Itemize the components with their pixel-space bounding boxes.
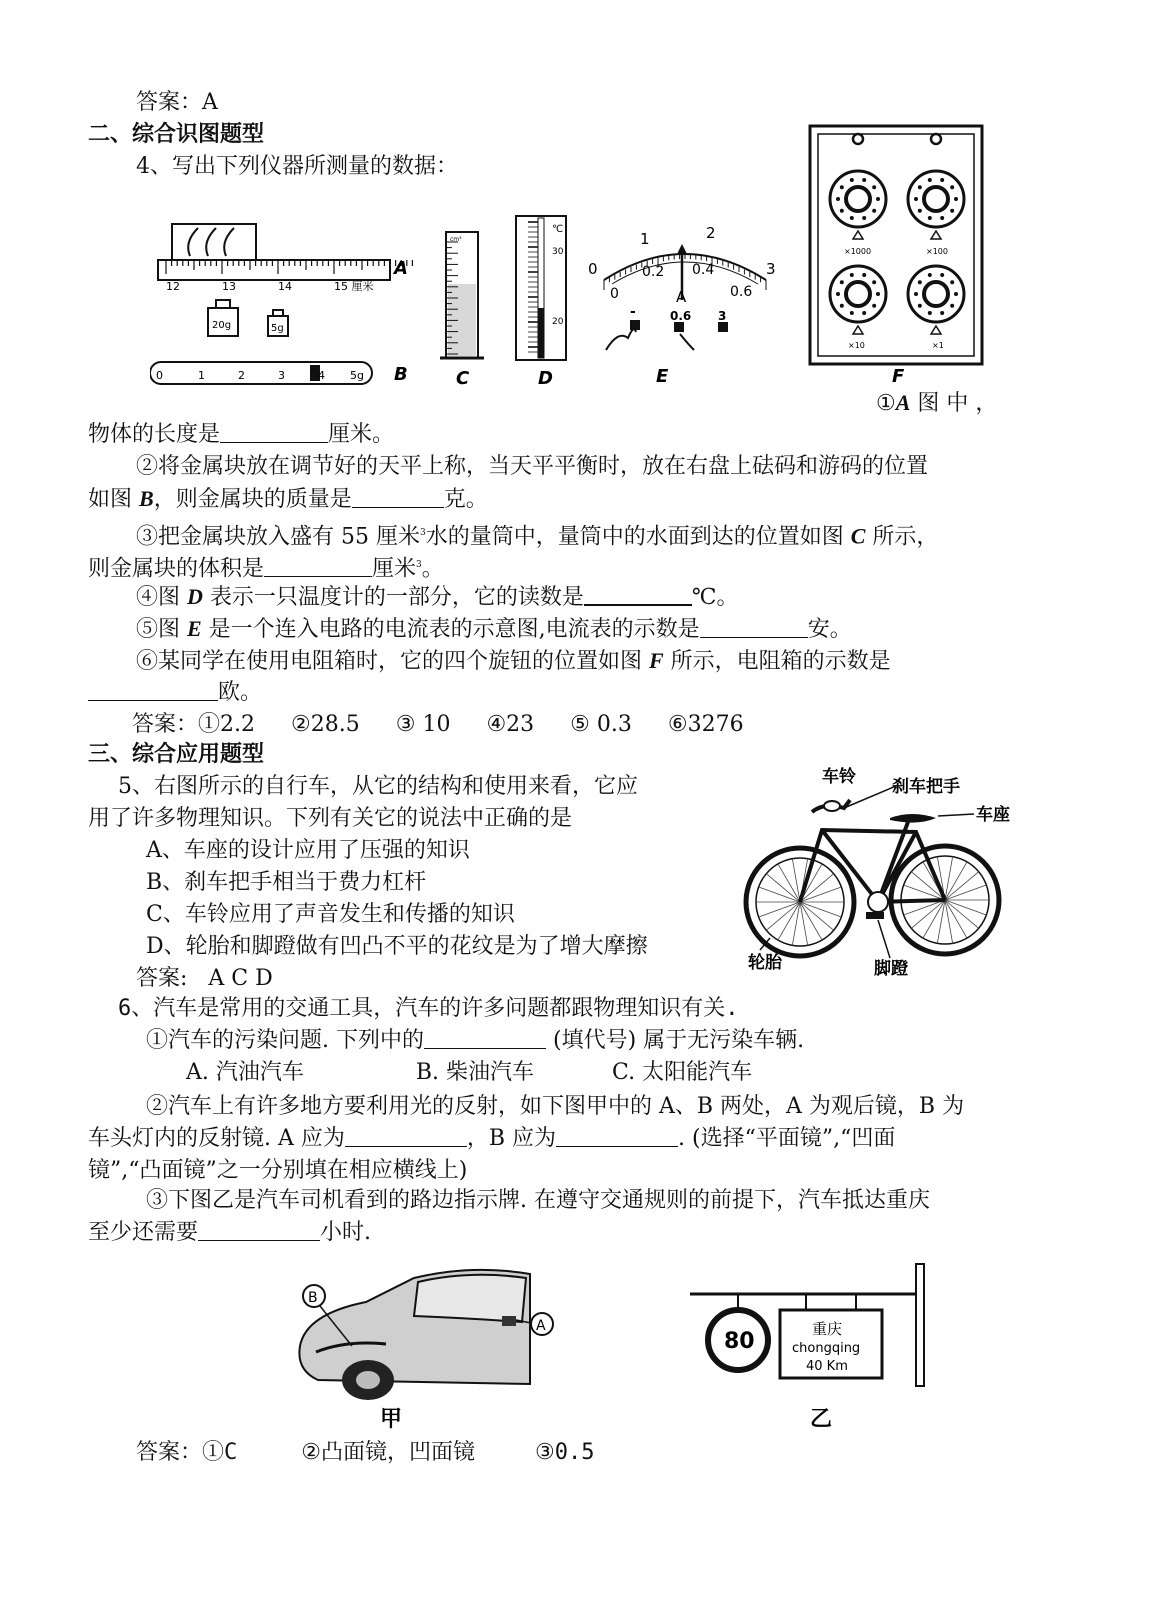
knob-digit-dot	[954, 292, 958, 296]
speed-limit-value: 80	[724, 1329, 755, 1354]
knob-digit-dot	[940, 311, 944, 315]
thermo-tick-30: 30	[552, 247, 564, 257]
item2-fig-ref: B	[139, 486, 154, 511]
figure-ammeter	[584, 218, 784, 388]
item6-blank[interactable]	[88, 678, 218, 701]
item2-post: ，则金属块的质量是	[153, 487, 352, 512]
item1-text: 物体的长度是	[88, 422, 221, 447]
amm-top-0: 0	[588, 260, 598, 278]
amm-top-3: 3	[766, 260, 776, 278]
wheel-spoke	[945, 900, 986, 915]
item2-unit: 克。	[443, 487, 488, 512]
knob-digit-dot	[940, 216, 944, 220]
beam-tick-1: 1	[198, 369, 205, 382]
label-tire: 轮胎	[748, 953, 782, 973]
q6-s2-blank-a[interactable]	[345, 1124, 467, 1147]
wheel-spoke	[759, 887, 800, 902]
marker-b-label: B	[308, 1290, 318, 1306]
knob-digit-dot	[872, 209, 876, 213]
beam-tick-3: 3	[278, 369, 285, 382]
item5-line	[136, 614, 852, 645]
q6-s2-line1: ②汽车上有许多地方要利用光的反射，如下图甲中的 A、B 两处，A 为观后镜，B 为	[146, 1094, 965, 1119]
item3-text: 则金属块的体积是	[88, 556, 265, 582]
item6-pre: ⑥某同学在使用电阻箱时，它的四个旋钮的位置如图	[136, 649, 649, 674]
thermo-unit: ℃	[552, 224, 564, 235]
item4-unit: ℃。	[691, 585, 739, 610]
item4-blank[interactable]	[584, 582, 692, 606]
item3-line2	[88, 550, 444, 584]
q6-answer-1: 答案：①C	[136, 1440, 238, 1465]
knob-center	[846, 282, 870, 306]
ruler-tick-13: 13	[222, 280, 236, 293]
q6-s3-line1: ③下图乙是汽车司机看到的路边指示牌. 在遵守交通规则的前提下，汽车抵达重庆	[146, 1188, 930, 1213]
q4-answer-5: ⑤ 0.3	[570, 712, 632, 737]
knob-digit-dot	[918, 280, 922, 284]
item3-mid: 水的量筒中，量筒中的水面到达的位置如图	[425, 524, 851, 550]
car-caption: 甲	[380, 1407, 403, 1432]
item4-fig-ref: D	[187, 584, 203, 609]
knob-digit-dot	[940, 273, 944, 277]
item1-fig-ref: A	[895, 390, 911, 415]
item5-post: 是一个连入电路的电流表的示意图,电流表的示数是	[201, 617, 700, 642]
item2-pre: 如图	[88, 487, 139, 512]
fig-label-f: F	[892, 366, 905, 386]
knob-digit-dot	[950, 209, 954, 213]
knob-digit-dot	[840, 304, 844, 308]
item5-fig-ref: E	[187, 616, 202, 641]
item3-sup: 3	[419, 528, 426, 538]
item1-lead-text: 图 中 ，	[910, 391, 998, 416]
knob-digit-dot	[872, 304, 876, 308]
item3-post: 所示，	[865, 524, 939, 550]
amm-bot-3: 0.6	[730, 284, 753, 300]
fig-label-a: A	[394, 258, 408, 279]
sign-pole	[916, 1264, 924, 1386]
knob-digit-dot	[850, 311, 854, 315]
q6-answer-2: ②凸面镜，凹面镜	[301, 1440, 475, 1465]
knob-digit-dot	[840, 280, 844, 284]
knob-digit-dot	[850, 273, 854, 277]
q5-option-b: B、刹车把手相当于费力杠杆	[146, 870, 427, 895]
knob-label-1: ×1	[932, 341, 944, 350]
knob-digit-dot	[876, 197, 880, 201]
item3-end: 。	[421, 556, 444, 582]
q4-answer-6: ⑥3276	[667, 712, 744, 737]
weight-5g-label: 5g	[271, 323, 284, 334]
knob-digit-dot	[862, 216, 866, 220]
knob-digit-dot	[862, 273, 866, 277]
q6-option-b: B. 柴油汽车	[415, 1060, 535, 1085]
amm-bot-2: 0.4	[692, 262, 715, 278]
amm-top-1: 1	[640, 230, 650, 248]
knob-digit-dot	[928, 273, 932, 277]
q6-s2-mid: ，B 应为	[466, 1126, 557, 1151]
q6-s3-pre: 至少还需要	[88, 1220, 199, 1245]
terminal-0-6-label: 0.6	[670, 309, 692, 323]
item2-line1: ②将金属块放在调节好的天平上称，当天平平衡时，放在右盘上砝码和游码的位置	[136, 454, 929, 479]
q4-answer	[132, 710, 744, 740]
mercury-column	[538, 308, 544, 358]
ruler-tick-12: 12	[166, 280, 180, 293]
beam-tick-2: 2	[238, 369, 245, 382]
knob-digit-dot	[850, 216, 854, 220]
sign-city: 重庆	[812, 1320, 843, 1338]
q6-prompt: 6、汽车是常用的交通工具，汽车的许多问题都跟物理知识有关.	[118, 996, 739, 1021]
bell	[824, 801, 840, 811]
knob-digit-dot	[928, 216, 932, 220]
beam-tick-4: 4	[318, 369, 325, 382]
item3-unit-sup: 3	[416, 560, 422, 570]
item4-line	[136, 582, 739, 613]
knob-digit-dot	[918, 209, 922, 213]
q4-answer-2: ②28.5	[291, 712, 360, 737]
sign-caption: 乙	[810, 1407, 833, 1432]
knob-digit-dot	[950, 280, 954, 284]
q6-s3-post: 小时.	[320, 1220, 372, 1245]
amm-bot-0: 0	[610, 286, 619, 302]
item2-blank[interactable]	[352, 485, 444, 508]
pedal	[866, 912, 884, 919]
wheel-spoke	[945, 885, 986, 900]
section2-title: 二、综合识图题型	[88, 122, 265, 147]
chainring	[868, 892, 888, 912]
wheel-spoke	[945, 900, 979, 928]
item1-unit: 厘米。	[328, 422, 395, 447]
q6-option-a: A. 汽油汽车	[186, 1060, 304, 1085]
figure-thermometer	[508, 212, 574, 388]
balance-beam-scale	[150, 362, 372, 384]
item6-fig-ref: F	[649, 648, 664, 673]
q6-answer-3: ③0.5	[534, 1440, 595, 1465]
ruler	[158, 260, 390, 280]
item4-pre: ④图	[136, 585, 187, 610]
item5-blank[interactable]	[700, 615, 808, 638]
wheel-spoke	[800, 902, 834, 930]
terminal-0-6	[674, 322, 684, 332]
knob-digit-dot	[840, 209, 844, 213]
label-brake: 刹车把手	[892, 777, 960, 797]
q4-prompt: 4、写出下列仪器所测量的数据：	[136, 154, 458, 179]
q6-answer	[136, 1438, 594, 1468]
beam-tick-0: 0	[156, 369, 163, 382]
fig-label-b: B	[394, 364, 408, 385]
resistance-box	[810, 126, 982, 364]
wheel-spoke	[766, 874, 800, 902]
q6-s2-pre: 车头灯内的反射镜. A 应为	[88, 1126, 345, 1151]
q6-s1-blank[interactable]	[424, 1026, 546, 1049]
item6-unit: 欧。	[218, 680, 263, 705]
cylinder-unit: cm³	[450, 236, 462, 243]
q6-s1-line	[146, 1026, 804, 1056]
label-bell: 车铃	[822, 767, 856, 787]
item5-pre: ⑤图	[136, 617, 187, 642]
item1-marker: ①	[876, 391, 896, 416]
item2-line2	[88, 484, 488, 515]
marker-a-label: A	[536, 1318, 546, 1334]
q6-s1-options	[186, 1058, 752, 1088]
q6-s3-blank[interactable]	[198, 1218, 320, 1241]
knob-digit-dot	[950, 185, 954, 189]
q6-s2-post: . (选择“平面镜”,“凹面	[678, 1126, 896, 1151]
seat	[890, 814, 936, 823]
knob-digit-dot	[862, 311, 866, 315]
amm-top-2: 2	[706, 224, 716, 242]
q6-s2-line2	[88, 1124, 895, 1154]
q6-s2-line3: 镜”,“凸面镜”之一分别填在相应横线上)	[88, 1158, 468, 1183]
q5-option-a: A、车座的设计应用了压强的知识	[146, 838, 470, 863]
figure-resistance-box	[808, 124, 984, 386]
knob-digit-dot	[918, 304, 922, 308]
q4-answer-label: 答案：	[132, 712, 199, 737]
item6-post: 所示，电阻箱的示数是	[663, 649, 891, 674]
ruler-tick-14: 14	[278, 280, 292, 293]
q5-line2: 用了许多物理知识。下列有关它的说法中正确的是	[88, 806, 573, 831]
sign-distance: 40 Km	[806, 1359, 848, 1374]
q5-answer: 答案: A C D	[136, 966, 273, 991]
knob-digit-dot	[836, 292, 840, 296]
q5-option-d: D、轮胎和脚蹬做有凹凸不平的花纹是为了增大摩擦	[146, 934, 648, 959]
fig-label-c: C	[456, 368, 470, 388]
item6-line2	[88, 678, 262, 708]
q5-option-c: C、车铃应用了声音发生和传播的知识	[146, 902, 515, 927]
wheel-spoke	[800, 887, 841, 902]
knob-digit-dot	[940, 178, 944, 182]
label-pedal: 脚蹬	[874, 959, 908, 979]
knob-label-10: ×10	[848, 341, 865, 350]
item3-blank[interactable]	[264, 554, 372, 577]
knob-center	[924, 282, 948, 306]
figure-cylinder	[436, 226, 496, 388]
section3-title: 三、综合应用题型	[88, 742, 265, 767]
item1-blank[interactable]	[220, 420, 328, 443]
knob-label-100: ×100	[926, 247, 948, 256]
terminal-minus-label: -	[630, 304, 636, 320]
label-seat: 车座	[976, 805, 1010, 825]
q6-s1-post: (填代号) 属于无污染车辆.	[546, 1028, 805, 1053]
knob-center	[846, 187, 870, 211]
thermo-tick-20: 20	[552, 317, 564, 327]
terminal-3	[718, 322, 728, 332]
item1-cont	[88, 420, 394, 450]
q5-line1: 5、右图所示的自行车，从它的结构和使用来看，它应	[118, 774, 638, 799]
knob-digit-dot	[876, 292, 880, 296]
knob-digit-dot	[914, 197, 918, 201]
wheel-spoke	[945, 872, 979, 900]
wheel-spoke	[800, 902, 841, 917]
q6-option-c: C. 太阳能汽车	[612, 1060, 753, 1085]
item5-unit: 安。	[807, 617, 852, 642]
fig-label-e: E	[656, 366, 669, 387]
item3-unit: 厘米	[372, 556, 417, 582]
item3-fig-ref: C	[850, 523, 866, 549]
knob-digit-dot	[872, 185, 876, 189]
item4-post: 表示一只温度计的一部分，它的读数是	[202, 585, 584, 610]
knob-digit-dot	[928, 311, 932, 315]
knob-digit-dot	[914, 292, 918, 296]
q6-s3-line2	[88, 1218, 371, 1248]
knob-digit-dot	[850, 178, 854, 182]
q4-answer-1: ①2.2	[198, 712, 256, 737]
q3-answer: 答案：A	[136, 90, 218, 115]
item3-pre: ③把金属块放入盛有 55 厘米	[136, 524, 420, 550]
terminal-3-label: 3	[718, 309, 727, 323]
q6-s2-blank-b[interactable]	[556, 1124, 678, 1147]
weight-20g-label: 20g	[212, 320, 232, 331]
knob-digit-dot	[918, 185, 922, 189]
knob-digit-dot	[840, 185, 844, 189]
amm-bot-1: 0.2	[642, 264, 665, 280]
knob-label-1000: ×1000	[844, 247, 872, 256]
side-mirror	[502, 1316, 516, 1326]
item3-line1	[136, 518, 938, 552]
item6-line1	[136, 646, 891, 677]
sign-pinyin: chongqing	[792, 1341, 861, 1356]
item1-line	[876, 388, 997, 419]
wheel-spoke	[911, 900, 945, 928]
q4-answer-4: ④23	[486, 712, 535, 737]
q4-answer-3: ③ 10	[395, 712, 451, 737]
wheel-spoke	[759, 902, 800, 917]
knob-digit-dot	[954, 197, 958, 201]
amm-unit: A	[676, 288, 687, 306]
knob-digit-dot	[862, 178, 866, 182]
knob-digit-dot	[950, 304, 954, 308]
wheel-spoke	[766, 902, 800, 930]
q6-s1-pre: ①汽车的污染问题. 下列中的	[146, 1028, 424, 1053]
figure-road-sign	[686, 1262, 936, 1434]
knob-digit-dot	[836, 197, 840, 201]
windshield	[414, 1275, 526, 1322]
knob-digit-dot	[928, 178, 932, 182]
fig-label-d: D	[538, 368, 553, 388]
figure-car	[286, 1260, 566, 1432]
knob-digit-dot	[872, 280, 876, 284]
ruler-tick-15: 15 厘米	[334, 280, 374, 293]
beam-tick-5: 5g	[350, 369, 364, 382]
figure-bicycle	[740, 762, 1040, 984]
knob-center	[924, 187, 948, 211]
